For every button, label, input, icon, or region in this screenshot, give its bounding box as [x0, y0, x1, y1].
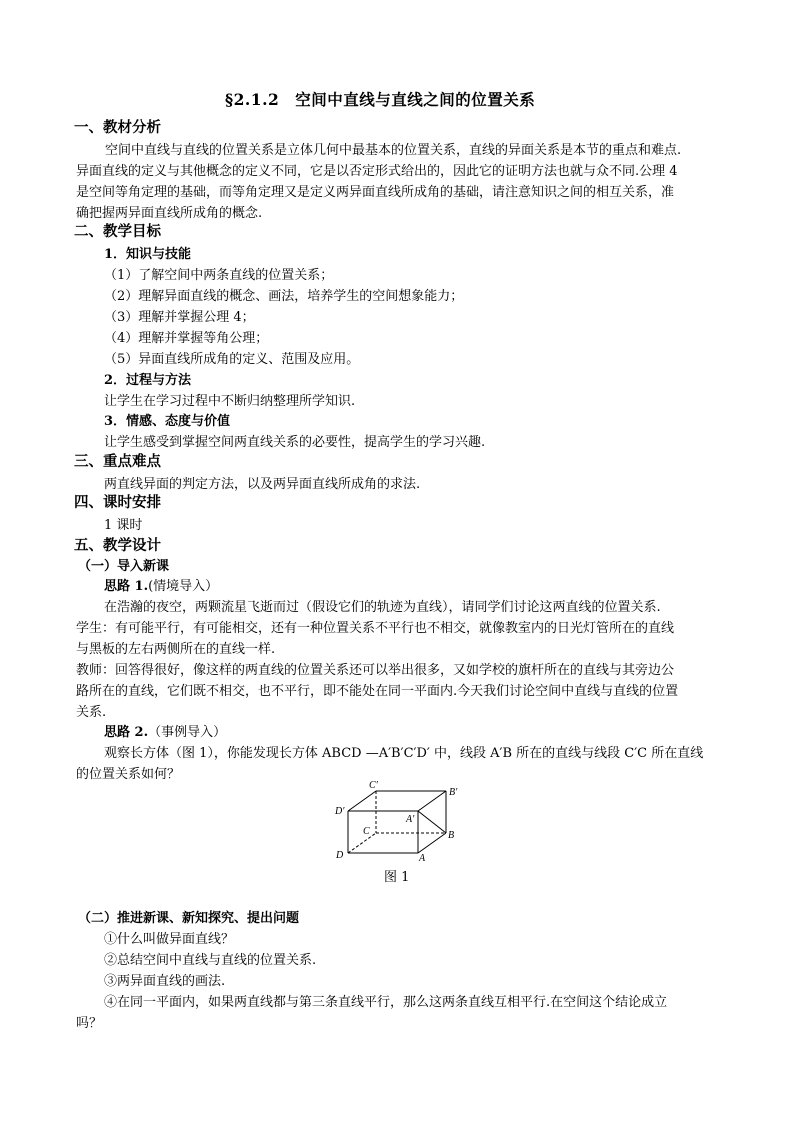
student-line: 与黑板的左右两侧所在的直线一样. — [76, 642, 276, 657]
figure-caption: 图 1 — [384, 870, 410, 885]
teacher-line: 路所在的直线，它们既不相交，也不平行，即不能处在同一平面内.今天我们讨论空间中直线与直线的位置 — [76, 684, 679, 699]
paragraph-line: 两直线异面的判定方法，以及两异面直线所成角的求法. — [104, 477, 421, 492]
section-heading-teaching-goals: 二、教学目标 — [74, 223, 161, 240]
vertex-label: D′ — [335, 806, 345, 817]
section-heading-textbook-analysis: 一、教材分析 — [74, 119, 161, 136]
idea-1-line — [104, 577, 218, 597]
page-title: §2.1.2 空间中直线与直线之间的位置关系 — [225, 90, 536, 109]
paragraph-line: 异面直线的定义与其他概念的定义不同，它是以否定形式给出的，因此它的证明方法也就与众不同.公理 4 — [76, 164, 678, 179]
list-item: （3）理解并掌握公理 4； — [104, 310, 255, 325]
list-item: （4）理解并掌握等角公理； — [104, 331, 269, 346]
idea-2-line — [104, 723, 226, 743]
subheading-intro: （一）导入新课 — [78, 559, 170, 574]
vertex-label: A′ — [406, 814, 415, 825]
cuboid-figure — [330, 780, 470, 870]
vertex-label: C — [363, 826, 370, 837]
subheading-attitude-values: 3．情感、态度与价值 — [104, 414, 231, 429]
paragraph-line: 确把握两异面直线所成角的概念. — [76, 206, 263, 221]
paragraph-line: 空间中直线与直线的位置关系是立体几何中最基本的位置关系，直线的异面关系是本节的重点和难点. — [105, 143, 682, 158]
question-item: ②总结空间中直线与直线的位置关系. — [104, 953, 317, 968]
vertex-label: C′ — [369, 780, 378, 791]
question-continuation: 吗？ — [76, 1016, 103, 1031]
question-item: ④在同一平面内，如果两直线都与第三条直线平行，那么这两条直线互相平行.在空间这个结论成立 — [104, 995, 668, 1010]
subheading-new-lesson: （二）推进新课、新知探究、提出问题 — [78, 911, 300, 926]
paragraph-line: 观察长方体（图 1），你能发现长方体 ABCD —A′B′C′D′ 中，线段 A′B 所在的直线与线段 C′C 所在直线 — [104, 746, 704, 761]
subheading-knowledge-skills: 1．知识与技能 — [104, 247, 192, 262]
list-item: （5）异面直线所成角的定义、范围及应用。 — [104, 352, 360, 367]
vertex-label: D — [336, 850, 344, 861]
paragraph-line: 让学生感受到掌握空间两直线关系的必要性，提高学生的学习兴趣. — [104, 435, 486, 450]
idea-1-label: 思路 1. — [104, 579, 149, 594]
idea-2-type: （事例导入） — [148, 725, 227, 740]
paragraph-line: 的位置关系如何？ — [76, 767, 181, 782]
list-item: （2）理解异面直线的概念、画法，培养学生的空间想象能力； — [104, 289, 464, 304]
section-heading-key-points: 三、重点难点 — [74, 453, 161, 470]
list-item: （1）了解空间中两条直线的位置关系； — [104, 268, 334, 283]
section-heading-schedule: 四、课时安排 — [74, 494, 161, 511]
paragraph-line: 在浩瀚的夜空，两颗流星飞逝而过（假设它们的轨迹为直线），请同学们讨论这两直线的位置关系. — [104, 600, 661, 615]
vertex-label: B — [448, 830, 455, 841]
vertex-label: A — [419, 853, 426, 864]
paragraph-line: 1 课时 — [104, 518, 143, 533]
paragraph-line: 是空间等角定理的基础，而等角定理又是定义两异面直线所成角的基础，请注意知识之间的相互关系，准 — [76, 185, 675, 200]
student-line: 学生：有可能平行，有可能相交，还有一种位置关系不平行也不相交，就像教室内的日光灯管所在的直线 — [76, 621, 675, 636]
teacher-line: 教师：回答得很好，像这样的两直线的位置关系还可以举出很多，又如学校的旗杆所在的直线与其旁边公 — [76, 663, 675, 678]
subheading-process-method: 2．过程与方法 — [104, 373, 192, 388]
vertex-label: B′ — [449, 787, 458, 798]
question-item: ③两异面直线的画法. — [104, 974, 226, 989]
paragraph-line: 让学生在学习过程中不断归纳整理所学知识. — [104, 394, 356, 409]
idea-1-type: (情境导入） — [148, 579, 219, 594]
idea-2-label: 思路 2. — [104, 725, 149, 740]
section-heading-teaching-design: 五、教学设计 — [74, 537, 161, 554]
question-item: ①什么叫做异面直线？ — [104, 932, 235, 947]
teacher-line: 关系. — [76, 705, 107, 720]
